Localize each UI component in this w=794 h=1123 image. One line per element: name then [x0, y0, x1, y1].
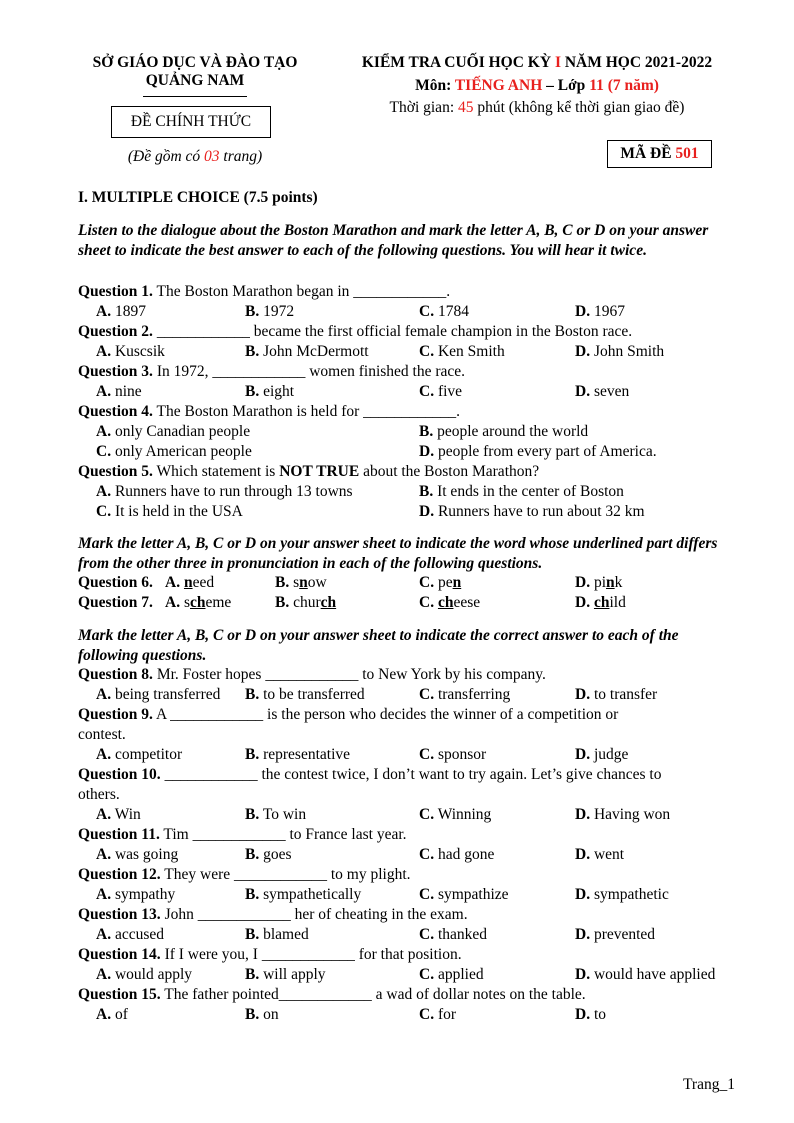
option-b[interactable]: B. church: [275, 594, 337, 611]
official-label-box: [111, 106, 271, 138]
options-row: [78, 1005, 758, 1025]
option-a[interactable]: A. being transferred: [96, 686, 221, 703]
options-row: [78, 502, 758, 522]
instruction-pronunciation: Mark the letter A, B, C or D on your answer sheet to indicate the word whose underlined part differs from the other three in pronunciation in each of the following questions.: [78, 535, 718, 572]
instruction-listening: Listen to the dialogue about the Boston Marathon and mark the letter A, B, C or D on your answer sheet to indicate the best answer to each of the following questions. You will hear it twice.: [78, 222, 709, 259]
official-label: ĐỀ CHÍNH THỨC: [130, 113, 252, 130]
option-a[interactable]: A. need: [165, 574, 215, 591]
exam-code-box: [607, 140, 712, 168]
question-text: A ____________ is the person who decides the winner of a competition or: [152, 706, 619, 723]
question-text-continued: contest.: [78, 726, 126, 743]
option-b[interactable]: B. to be transferred: [245, 686, 365, 703]
exam-title: [330, 54, 744, 72]
grade-value: 11 (7 năm): [589, 77, 659, 94]
option-b[interactable]: B. on: [245, 1006, 279, 1023]
question-item: [78, 362, 758, 382]
pronunciation-row: [78, 573, 758, 593]
option-a[interactable]: A. accused: [96, 926, 165, 943]
option-d[interactable]: D. went: [575, 846, 625, 863]
option-a[interactable]: A. of: [96, 1006, 128, 1023]
question-text: The father pointed____________ a wad of dollar notes on the table.: [160, 986, 586, 1003]
option-c[interactable]: C. It is held in the USA: [96, 503, 243, 520]
question-item: [78, 905, 758, 925]
option-a[interactable]: A. sympathy: [96, 886, 176, 903]
option-d[interactable]: D. John Smith: [575, 343, 665, 360]
options-row: [78, 422, 758, 442]
question-text: The Boston Marathon began in ____________.: [152, 283, 451, 300]
exam-term: I: [554, 54, 561, 71]
pages-note-post: trang): [219, 148, 263, 165]
question-item: [78, 665, 758, 685]
pages-count: 03: [204, 148, 220, 165]
option-b[interactable]: B. 1972: [245, 303, 295, 320]
options-row: [78, 885, 758, 905]
option-c[interactable]: C. had gone: [419, 846, 495, 863]
instruction-grammar: Mark the letter A, B, C or D on your answer sheet to indicate the correct answer to each of the following questions.: [78, 627, 679, 664]
option-b[interactable]: B. It ends in the center of Boston: [419, 483, 624, 500]
org-line-1: SỞ GIÁO DỤC VÀ ĐÀO TẠO: [92, 54, 298, 71]
exam-title-pre: KIỂM TRA CUỐI HỌC KỲ: [361, 54, 555, 71]
time-value: 45: [458, 99, 474, 116]
time-post: phút (không kể thời gian giao đề): [473, 99, 685, 116]
org-line-2: QUẢNG NAM: [145, 72, 245, 89]
grade-sep: – Lớp: [542, 77, 590, 94]
option-d[interactable]: D. judge: [575, 746, 629, 763]
question-label: Question 3.: [78, 363, 153, 380]
question-item: [78, 402, 758, 422]
option-b[interactable]: B. sympathetically: [245, 886, 362, 903]
option-c[interactable]: C. Winning: [419, 806, 492, 823]
option-c[interactable]: C. applied: [419, 966, 484, 983]
pages-note: [70, 148, 320, 166]
time-line: [330, 99, 744, 117]
question-label: Question 14.: [78, 946, 161, 963]
question-item: [78, 462, 758, 482]
department-name: [70, 54, 320, 90]
pronunciation-row: [78, 593, 758, 613]
question-item: [78, 825, 758, 845]
options-row: [78, 342, 758, 362]
code-label: MÃ ĐỀ: [620, 145, 676, 162]
option-d[interactable]: D. seven: [575, 383, 630, 400]
question-text: John ____________ her of cheating in the exam.: [160, 906, 468, 923]
option-c[interactable]: C. 1784: [419, 303, 469, 320]
question-item: [78, 705, 758, 725]
option-d[interactable]: D. to: [575, 1006, 607, 1023]
option-a[interactable]: A. scheme: [165, 594, 232, 611]
options-row: [78, 482, 758, 502]
option-d[interactable]: D. would have applied: [575, 966, 716, 983]
option-a[interactable]: A. Win: [96, 806, 141, 823]
question-item: [78, 282, 758, 302]
question-label: Question 9.: [78, 706, 153, 723]
option-c[interactable]: C. Ken Smith: [419, 343, 505, 360]
page-number: Trang_1: [683, 1076, 735, 1093]
options-row: [78, 845, 758, 865]
org-underline: [143, 96, 247, 97]
subject-line: [330, 77, 744, 95]
option-c[interactable]: C. sponsor: [419, 746, 487, 763]
option-c[interactable]: C. only American people: [96, 443, 252, 460]
question-label: Question 2.: [78, 323, 153, 340]
option-c[interactable]: C. sympathize: [419, 886, 509, 903]
question-text: Which statement is: [152, 463, 280, 480]
option-b[interactable]: B. To win: [245, 806, 307, 823]
question-label: Question 1.: [78, 283, 153, 300]
exam-title-post: NĂM HỌC 2021-2022: [560, 54, 713, 71]
options-row: [78, 805, 758, 825]
option-d[interactable]: D. child: [575, 594, 626, 611]
option-b[interactable]: B. people around the world: [419, 423, 589, 440]
questions-6-7: [78, 573, 758, 613]
question-label: Question 15.: [78, 986, 161, 1003]
option-a[interactable]: A. would apply: [96, 966, 193, 983]
option-d[interactable]: D. to transfer: [575, 686, 658, 703]
questions-1-5: [78, 282, 758, 522]
subject-label: Môn:: [415, 77, 455, 94]
question-label: Question 11.: [78, 826, 160, 843]
question-text: In 1972, ____________ women finished the race.: [152, 363, 466, 380]
question-label: Question 13.: [78, 906, 161, 923]
option-a[interactable]: A. Runners have to run through 13 towns: [96, 483, 353, 500]
question-text: Tim ____________ to France last year.: [159, 826, 407, 843]
option-c[interactable]: C. cheese: [419, 594, 481, 611]
pages-note-pre: (Đề gồm có: [127, 148, 205, 165]
code-value: 501: [675, 145, 699, 162]
option-d[interactable]: D. 1967: [575, 303, 625, 320]
question-text: ____________ the contest twice, I don’t want to try again. Let’s give chances to: [160, 766, 662, 783]
question-item: [78, 985, 758, 1005]
option-a[interactable]: A. nine: [96, 383, 142, 400]
option-b[interactable]: B. John McDermott: [245, 343, 369, 360]
question-text: If I were you, I ____________ for that position.: [160, 946, 462, 963]
option-d[interactable]: D. people from every part of America.: [419, 443, 657, 460]
option-c[interactable]: C. transferring: [419, 686, 511, 703]
option-c[interactable]: C. for: [419, 1006, 457, 1023]
question-item: [78, 765, 758, 785]
question-item: [78, 865, 758, 885]
time-label: Thời gian:: [389, 99, 458, 116]
options-row: [78, 925, 758, 945]
question-text: Mr. Foster hopes ____________ to New York by his company.: [152, 666, 546, 683]
question-item: [78, 322, 758, 342]
option-d[interactable]: D. Runners have to run about 32 km: [419, 503, 645, 520]
question-text: They were ____________ to my plight.: [160, 866, 411, 883]
question-text: about the Boston Marathon?: [359, 463, 540, 480]
option-a[interactable]: A. 1897: [96, 303, 146, 320]
options-row: [78, 382, 758, 402]
question-label: Question 12.: [78, 866, 161, 883]
option-b[interactable]: B. goes: [245, 846, 292, 863]
option-a[interactable]: A. competitor: [96, 746, 183, 763]
question-text-continued: others.: [78, 786, 120, 803]
option-d[interactable]: D. prevented: [575, 926, 656, 943]
option-a[interactable]: A. only Canadian people: [96, 423, 251, 440]
options-row: [78, 965, 758, 985]
option-c[interactable]: C. thanked: [419, 926, 488, 943]
option-b[interactable]: B. will apply: [245, 966, 326, 983]
option-c[interactable]: C. five: [419, 383, 463, 400]
option-b[interactable]: B. representative: [245, 746, 351, 763]
options-row: [78, 685, 758, 705]
question-label: Question 5.: [78, 463, 153, 480]
question-item: [78, 945, 758, 965]
options-row: [78, 302, 758, 322]
question-text: The Boston Marathon is held for ____________.: [152, 403, 461, 420]
option-d[interactable]: D. pink: [575, 574, 623, 591]
question-label: Question 8.: [78, 666, 153, 683]
option-b[interactable]: B. blamed: [245, 926, 309, 943]
options-row: [78, 442, 758, 462]
questions-8-15: [78, 665, 758, 1025]
question-label: Question 10.: [78, 766, 161, 783]
question-label: Question 7.: [78, 594, 153, 611]
question-label: Question 6.: [78, 574, 153, 591]
option-d[interactable]: D. sympathetic: [575, 886, 669, 903]
option-d[interactable]: D. Having won: [575, 806, 671, 823]
option-c[interactable]: C. pen: [419, 574, 462, 591]
question-text: ____________ became the first official female champion in the Boston race.: [152, 323, 633, 340]
option-a[interactable]: A. Kuscsik: [96, 343, 165, 360]
question-text-emphasis: NOT TRUE: [279, 463, 360, 480]
section-title: I. MULTIPLE CHOICE (7.5 points): [78, 189, 318, 206]
option-b[interactable]: B. snow: [275, 574, 327, 591]
subject-value: TIẾNG ANH: [454, 77, 543, 94]
question-label: Question 4.: [78, 403, 153, 420]
options-row: [78, 745, 758, 765]
option-a[interactable]: A. was going: [96, 846, 179, 863]
option-b[interactable]: B. eight: [245, 383, 295, 400]
